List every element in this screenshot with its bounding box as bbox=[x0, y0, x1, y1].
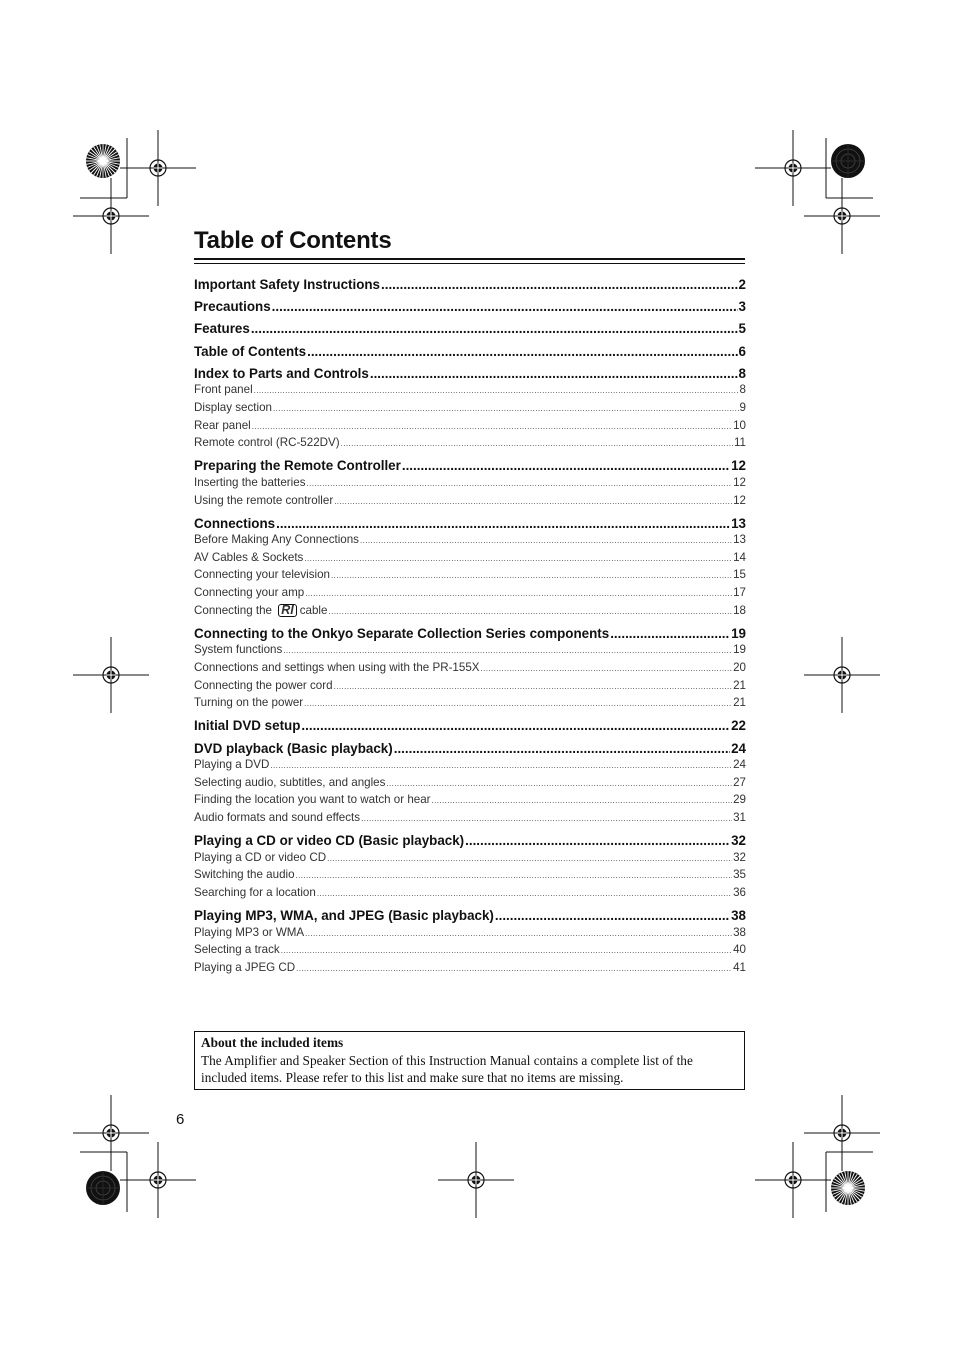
toc-heading[interactable] bbox=[194, 908, 746, 926]
toc-section bbox=[194, 833, 746, 903]
toc-heading[interactable] bbox=[194, 741, 746, 759]
toc-heading-page: 6 bbox=[738, 343, 746, 359]
toc-heading-label: Precautions bbox=[194, 299, 271, 315]
toc-entry-label: Rear panel bbox=[194, 418, 251, 432]
toc-entry[interactable] bbox=[194, 851, 746, 869]
toc-entry-page: 11 bbox=[733, 436, 746, 450]
toc-entry-label: Display section bbox=[194, 400, 272, 414]
included-items-note bbox=[194, 1031, 745, 1090]
toc-heading[interactable] bbox=[194, 277, 746, 295]
dot-leader bbox=[495, 908, 730, 923]
toc-entry-page: 20 bbox=[733, 661, 746, 675]
toc-entry[interactable] bbox=[194, 419, 746, 437]
toc-entry[interactable] bbox=[194, 533, 746, 551]
toc-entry-label: Finding the location you want to watch or hear bbox=[194, 793, 431, 807]
toc-entry-page: 17 bbox=[733, 586, 746, 600]
toc-entry-page: 9 bbox=[739, 400, 746, 414]
toc-heading-page: 24 bbox=[731, 740, 746, 756]
toc-entry[interactable] bbox=[194, 886, 746, 904]
toc-entry[interactable] bbox=[194, 943, 746, 961]
dot-leader bbox=[304, 696, 732, 709]
toc-heading[interactable] bbox=[194, 626, 746, 644]
toc-entry[interactable] bbox=[194, 643, 746, 661]
toc-entry-label: Before Making Any Connections bbox=[194, 533, 359, 547]
toc-entry-label: Playing a DVD bbox=[194, 758, 270, 772]
toc-entry-label: Audio formats and sound effects bbox=[194, 810, 361, 824]
toc-entry[interactable] bbox=[194, 383, 746, 401]
dot-leader bbox=[276, 516, 730, 531]
toc-entry-label: AV Cables & Sockets bbox=[194, 550, 304, 564]
toc-heading[interactable] bbox=[194, 833, 746, 851]
toc-heading-page: 12 bbox=[731, 458, 746, 474]
dot-leader bbox=[341, 436, 733, 449]
toc-entry-page: 21 bbox=[733, 678, 746, 692]
title-rule bbox=[194, 258, 745, 260]
toc-entry-page: 41 bbox=[733, 960, 746, 974]
dot-leader bbox=[270, 758, 732, 771]
toc-heading[interactable] bbox=[194, 321, 746, 339]
toc-heading-page: 5 bbox=[738, 321, 746, 337]
toc-heading-label: Table of Contents bbox=[194, 343, 307, 359]
toc-section bbox=[194, 741, 746, 829]
toc-heading-label: Connecting to the Onkyo Separate Collection Series components bbox=[194, 625, 610, 641]
toc-heading-label: DVD playback (Basic playback) bbox=[194, 740, 393, 756]
dot-leader bbox=[252, 419, 732, 432]
dot-leader bbox=[327, 851, 732, 864]
dot-leader bbox=[394, 741, 730, 756]
dot-leader bbox=[254, 383, 739, 396]
toc-entry[interactable] bbox=[194, 811, 746, 829]
dot-leader bbox=[251, 321, 738, 336]
toc-section bbox=[194, 458, 746, 511]
toc-entry-label: Connecting your television bbox=[194, 568, 330, 582]
note-body: The Amplifier and Speaker Section of this Instruction Manual contains a complete list of the included items. Please refer to this list and make sure that no items are missing. bbox=[201, 1052, 693, 1085]
toc-entry-label: Connections and settings when using with the PR-155X bbox=[194, 661, 480, 675]
note-title: About the included items bbox=[201, 1035, 344, 1050]
toc-entry-page: 19 bbox=[733, 643, 746, 657]
toc-heading[interactable] bbox=[194, 458, 746, 476]
toc-entry[interactable] bbox=[194, 476, 746, 494]
toc-entry-label: Playing MP3 or WMA bbox=[194, 925, 305, 939]
toc-section bbox=[194, 718, 746, 736]
toc-entry[interactable] bbox=[194, 551, 746, 569]
toc-heading-page: 32 bbox=[731, 833, 746, 849]
toc-entry-label: Selecting a track bbox=[194, 943, 280, 957]
toc-heading-page: 13 bbox=[731, 515, 746, 531]
dot-leader bbox=[381, 277, 738, 292]
toc-entry-page: 10 bbox=[733, 418, 746, 432]
dot-leader bbox=[481, 661, 733, 674]
toc-heading[interactable] bbox=[194, 366, 746, 384]
dot-leader bbox=[305, 586, 732, 599]
toc-entry-label: Selecting audio, subtitles, and angles bbox=[194, 775, 386, 789]
toc-heading-label: Playing a CD or video CD (Basic playback) bbox=[194, 833, 465, 849]
toc-entry-page: 24 bbox=[733, 758, 746, 772]
toc-entry[interactable] bbox=[194, 926, 746, 944]
toc-entry-label: Inserting the batteries bbox=[194, 475, 306, 489]
dot-leader bbox=[305, 926, 732, 939]
toc-section bbox=[194, 908, 746, 978]
toc-heading-label: Connections bbox=[194, 515, 276, 531]
toc-entry[interactable] bbox=[194, 436, 746, 454]
toc-section bbox=[194, 366, 746, 454]
dot-leader bbox=[317, 886, 732, 899]
dot-leader bbox=[334, 679, 733, 692]
toc-entry-label: Searching for a location bbox=[194, 885, 316, 899]
dot-leader bbox=[361, 811, 732, 824]
toc-heading-page: 2 bbox=[738, 277, 746, 292]
toc-entry[interactable] bbox=[194, 604, 746, 622]
toc-heading-label: Important Safety Instructions bbox=[194, 277, 381, 292]
toc-heading[interactable] bbox=[194, 516, 746, 534]
toc-entry[interactable] bbox=[194, 586, 746, 604]
dot-leader bbox=[432, 793, 733, 806]
toc-heading-label: Preparing the Remote Controller bbox=[194, 458, 401, 474]
toc-entry[interactable] bbox=[194, 679, 746, 697]
dot-leader bbox=[281, 943, 732, 956]
toc-entry-page: 12 bbox=[733, 493, 746, 507]
toc-entry-label: System functions bbox=[194, 643, 283, 657]
toc-entry-page: 8 bbox=[739, 383, 746, 397]
toc-section bbox=[194, 626, 746, 714]
toc-heading[interactable] bbox=[194, 718, 746, 736]
toc-entry-page: 38 bbox=[733, 925, 746, 939]
toc-entry-page: 32 bbox=[733, 850, 746, 864]
toc-entry-label: Playing a CD or video CD bbox=[194, 850, 327, 864]
toc-heading-label: Initial DVD setup bbox=[194, 718, 301, 734]
toc-heading-page: 38 bbox=[731, 908, 746, 924]
toc-heading[interactable] bbox=[194, 299, 746, 317]
toc-entry[interactable] bbox=[194, 776, 746, 794]
toc-entry-label: Using the remote controller bbox=[194, 493, 334, 507]
toc-heading-page: 19 bbox=[731, 625, 746, 641]
toc-entry-page: 21 bbox=[733, 696, 746, 710]
dot-leader bbox=[328, 604, 732, 617]
toc-entry-label: Remote control (RC-522DV) bbox=[194, 436, 340, 450]
toc-entry[interactable] bbox=[194, 793, 746, 811]
toc-heading-page: 22 bbox=[731, 718, 746, 734]
dot-leader bbox=[610, 626, 730, 641]
toc-heading-page: 8 bbox=[738, 365, 746, 381]
toc-entry-page: 29 bbox=[733, 793, 746, 807]
toc-entry-page: 36 bbox=[733, 885, 746, 899]
toc-entry-label: Connecting your amp bbox=[194, 586, 305, 600]
toc-heading-page: 3 bbox=[738, 299, 746, 315]
toc-entry[interactable] bbox=[194, 401, 746, 419]
toc-entry-label: Switching the audio bbox=[194, 868, 295, 882]
ri-logo-icon: RI bbox=[278, 604, 297, 617]
dot-leader bbox=[304, 551, 732, 564]
toc-entry[interactable] bbox=[194, 868, 746, 886]
page-title: Table of Contents bbox=[194, 227, 392, 254]
dot-leader bbox=[296, 961, 732, 974]
dot-leader bbox=[272, 299, 738, 314]
toc-entry-page: 15 bbox=[733, 568, 746, 582]
toc-entry-label: Connecting the RI cable bbox=[194, 603, 328, 617]
dot-leader bbox=[386, 776, 732, 789]
dot-leader bbox=[283, 643, 732, 656]
dot-leader bbox=[370, 366, 738, 381]
dot-leader bbox=[334, 494, 732, 507]
toc-entry-page: 13 bbox=[733, 533, 746, 547]
table-of-contents bbox=[194, 277, 746, 983]
toc-section bbox=[194, 277, 746, 295]
page-number: 6 bbox=[176, 1111, 185, 1128]
dot-leader bbox=[307, 476, 733, 489]
toc-entry[interactable] bbox=[194, 494, 746, 512]
toc-entry-label: Front panel bbox=[194, 383, 253, 397]
toc-heading-label: Features bbox=[194, 321, 250, 337]
dot-leader bbox=[301, 718, 730, 733]
dot-leader bbox=[296, 868, 733, 881]
toc-heading-label: Index to Parts and Controls bbox=[194, 365, 369, 381]
toc-entry[interactable] bbox=[194, 961, 746, 979]
toc-entry[interactable] bbox=[194, 661, 746, 679]
toc-heading-label: Playing MP3, WMA, and JPEG (Basic playback) bbox=[194, 908, 494, 924]
toc-section bbox=[194, 516, 746, 622]
toc-entry-label: Connecting the power cord bbox=[194, 678, 333, 692]
toc-entry[interactable] bbox=[194, 758, 746, 776]
toc-heading[interactable] bbox=[194, 344, 746, 362]
toc-section bbox=[194, 321, 746, 339]
toc-entry-page: 35 bbox=[733, 868, 746, 882]
toc-entry[interactable] bbox=[194, 696, 746, 714]
dot-leader bbox=[331, 568, 732, 581]
dot-leader bbox=[273, 401, 739, 414]
toc-entry-page: 40 bbox=[733, 943, 746, 957]
dot-leader bbox=[465, 833, 730, 848]
dot-leader bbox=[402, 458, 730, 473]
toc-section bbox=[194, 344, 746, 362]
toc-entry-page: 18 bbox=[733, 603, 746, 617]
toc-entry-page: 31 bbox=[733, 810, 746, 824]
toc-entry[interactable] bbox=[194, 568, 746, 586]
dot-leader bbox=[360, 533, 732, 546]
toc-entry-label: Turning on the power bbox=[194, 696, 304, 710]
toc-entry-label: Playing a JPEG CD bbox=[194, 960, 296, 974]
toc-entry-page: 27 bbox=[733, 775, 746, 789]
toc-entry-page: 14 bbox=[733, 550, 746, 564]
dot-leader bbox=[307, 344, 737, 359]
toc-section bbox=[194, 299, 746, 317]
toc-entry-page: 12 bbox=[733, 475, 746, 489]
title-rule-thin bbox=[194, 263, 745, 264]
